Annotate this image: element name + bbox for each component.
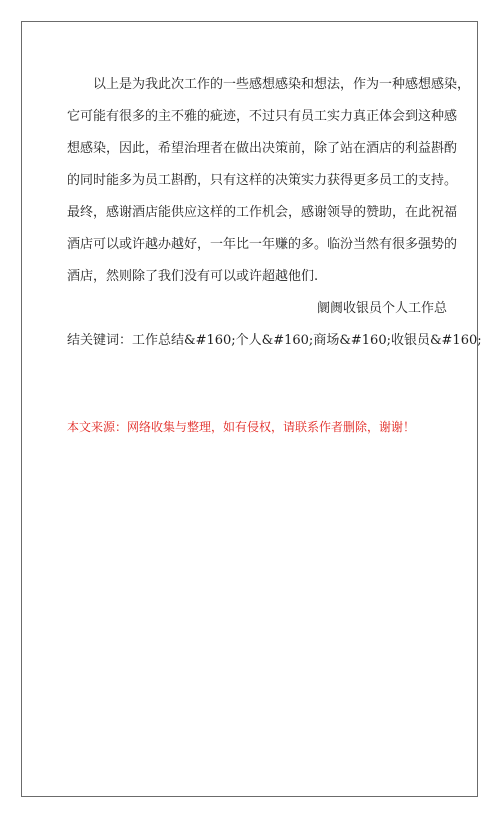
document-page — [21, 21, 482, 797]
paragraph-line: 酒店可以或许越办越好，一年比一年赚的多。临汾当然有很多强势的 — [67, 237, 458, 252]
signature-line: 阛阓收银员个人工作总 — [316, 301, 447, 316]
source-disclaimer: 本文来源：网络收集与整理，如有侵权，请联系作者删除，谢谢！ — [67, 420, 416, 434]
paragraph-line: 酒店，然则除了我们没有可以或许超越他们. — [67, 269, 319, 284]
paragraph-line: 最终，感谢酒店能供应这样的工作机会，感谢领导的赞助，在此祝福 — [67, 205, 458, 220]
keywords-line: 结关键词：工作总结&#160;个人&#160;商场&#160;收银员&#160; — [67, 333, 482, 348]
paragraph-line: 的同时能多为员工斟酌，只有这样的决策实力获得更多员工的支持。 — [67, 173, 458, 188]
paragraph-line: 以上是为我此次工作的一些感想感染和想法，作为一种感想感染， — [93, 77, 471, 92]
paragraph-line: 它可能有很多的主不雅的疵迹，不过只有员工实力真正体会到这种感 — [67, 109, 458, 124]
paragraph-line: 想感染，因此，希望治理者在做出决策前，除了站在酒店的利益斟酌 — [67, 141, 458, 156]
document-body — [67, 69, 482, 357]
